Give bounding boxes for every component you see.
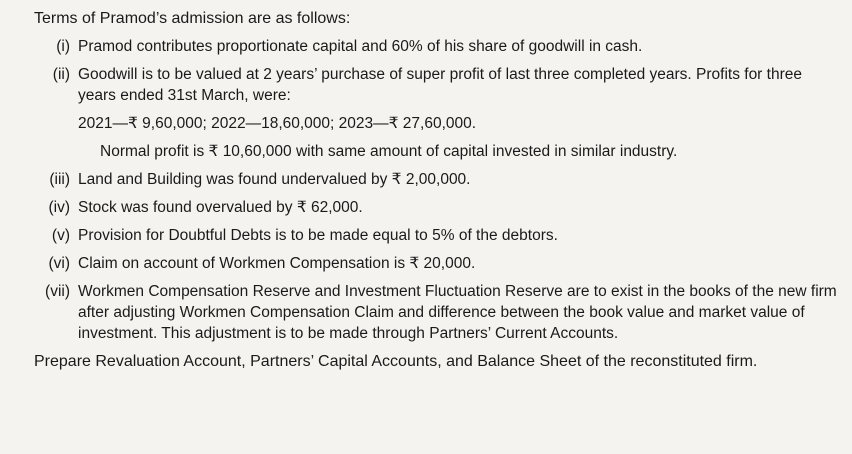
term-text: Provision for Doubtful Debts is to be made equal to 5% of the debtors.	[78, 227, 558, 244]
normal-profit-line: Normal profit is ₹ 10,60,000 with same amount of capital invested in similar industry.	[100, 143, 678, 160]
term-number: (vi)	[48, 255, 70, 272]
term-item-6	[34, 253, 838, 274]
term-text: Land and Building was found undervalued by ₹ 2,00,000.	[78, 171, 471, 188]
term-item-5	[34, 225, 838, 246]
closing-instruction: Prepare Revaluation Account, Partners’ Capital Accounts, and Balance Sheet of the reconstituted firm.	[34, 353, 758, 370]
term-item-4	[34, 197, 838, 218]
profits-line: 2021—₹ 9,60,000; 2022—18,60,000; 2023—₹ 27,60,000.	[78, 115, 477, 132]
term-item-1	[34, 36, 838, 57]
intro-text: Terms of Pramod’s admission are as follows:	[34, 10, 351, 27]
term-number: (iii)	[49, 171, 70, 188]
term-number: (ii)	[52, 66, 70, 83]
term-text: Claim on account of Workmen Compensation is ₹ 20,000.	[78, 255, 476, 272]
term-item-2	[34, 64, 838, 106]
term-text: Workmen Compensation Reserve and Investment Fluctuation Reserve are to exist in the books of the new firm after adjusting Workmen Compensation Claim and difference between the book value and market value of investment. This adjustment is to be made through Partners’ Current Accounts.	[78, 283, 837, 342]
term-text: Goodwill is to be valued at 2 years’ purchase of super profit of last three completed years. Profits for three years ended 31st March, were:	[78, 66, 802, 104]
term-item-3	[34, 169, 838, 190]
term-text: Pramod contributes proportionate capital and 60% of his share of goodwill in cash.	[78, 38, 643, 55]
term-item-7	[34, 281, 838, 344]
term-text: Stock was found overvalued by ₹ 62,000.	[78, 199, 363, 216]
term-number: (i)	[56, 38, 70, 55]
term-number: (iv)	[48, 199, 70, 216]
term-number: (vii)	[45, 283, 70, 300]
term-number: (v)	[51, 227, 70, 244]
